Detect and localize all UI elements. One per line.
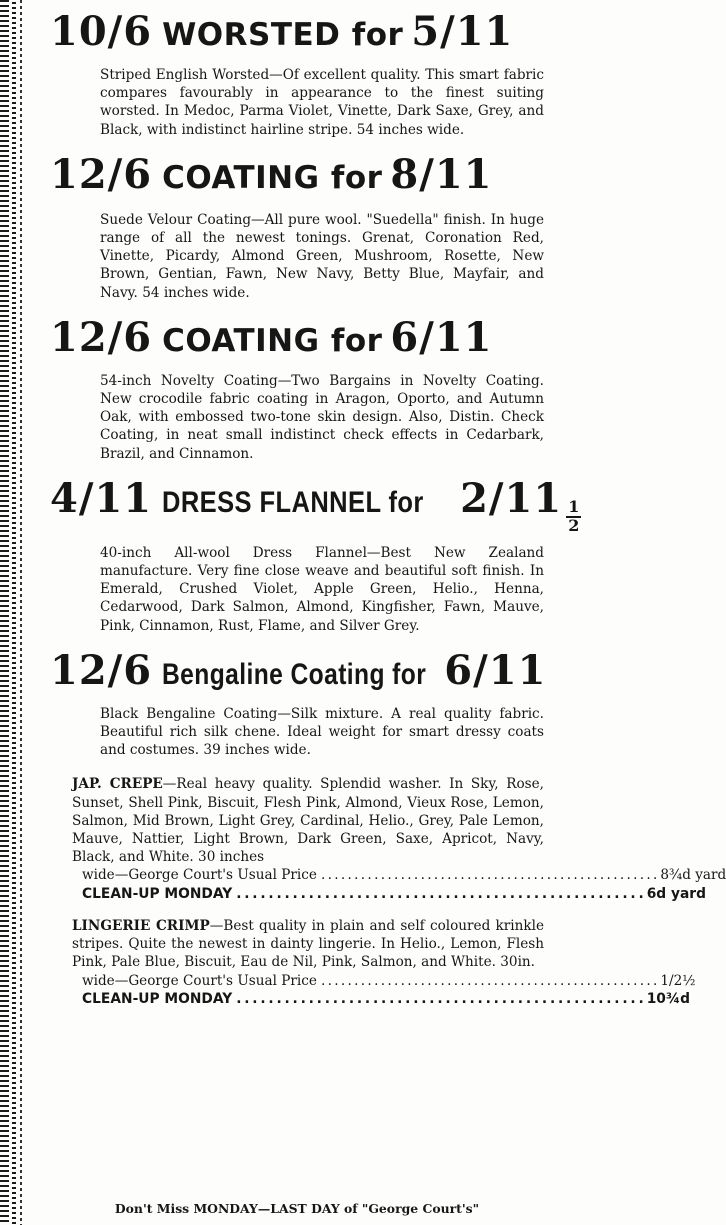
- new-price: 6/11: [444, 646, 547, 694]
- new-price: 5/11: [411, 8, 514, 55]
- offer-description: 54-inch Novelty Coating—Two Bargains in Novelty Coating. New crocodile fabric coating in Aragon, Oporto, and Autumn Oak, with embossed two-tone skin design. Also, Distin. Check Coating, in neat small indistinct check effects in Cedarbark, Brazil, and Cinnamon.: [100, 372, 544, 462]
- sale-label: CLEAN-UP MONDAY: [82, 990, 233, 1007]
- offer-worsted: [50, 8, 544, 139]
- fraction-denominator: 2: [568, 515, 580, 535]
- offer-headline: [50, 313, 544, 361]
- item-lingerie-crimp: [72, 917, 696, 1008]
- sale-price: 6d yard: [646, 885, 706, 902]
- offer-dress-flannel: [50, 474, 580, 635]
- offer-title: COATING for: [162, 322, 383, 359]
- sale-price-line: [72, 990, 691, 1008]
- leader-dots: [236, 990, 642, 1008]
- offer-title: Bengaline Coating for: [162, 657, 427, 691]
- leader-dots: [236, 885, 642, 903]
- usual-price-label: wide—George Court's Usual Price: [82, 972, 317, 989]
- item-description: —Real heavy quality. Splendid washer. In Sky, Rose, Sunset, Shell Pink, Biscuit, Flesh Pink, Almond, Vieux Rose, Lemon, Salmon, Mid Brown, Light Grey, Cardinal, Helio., Grey, Pale Lemon, Mauve, Nattier, Light Brown, Dark Green, Saxe, Apricot, Navy, Black, and White. 30 inches: [72, 776, 544, 866]
- item-name: LINGERIE CRIMP: [72, 917, 210, 934]
- usual-price-line: [72, 866, 726, 884]
- advertisement-column: [50, 8, 726, 1008]
- old-price: 10/6: [50, 8, 153, 55]
- old-price: 4/11: [50, 474, 153, 522]
- offer-description: Black Bengaline Coating—Silk mixture. A real quality fabric. Beautiful rich silk chene. Ideal weight for smart dressy coats and costumes. 39 inches wide.: [100, 705, 544, 759]
- old-price: 12/6: [50, 313, 153, 361]
- item-text: [72, 775, 544, 866]
- fraction-numerator: 1: [568, 496, 580, 516]
- usual-price-label: wide—George Court's Usual Price: [82, 867, 317, 884]
- offer-headline: [50, 646, 547, 694]
- item-description: —Best quality in plain and self coloured krinkle stripes. Quite the newest in dainty lingerie. In Helio., Lemon, Flesh Pink, Pale Blue, Biscuit, Eau de Nil, Pink, Salmon, and White. 30in.: [72, 917, 544, 971]
- decorative-border: [0, 0, 34, 1225]
- offer-suede-coating: [50, 150, 544, 302]
- usual-price: 1/2½: [660, 972, 696, 989]
- item-name: JAP. CREPE: [72, 776, 163, 793]
- leader-dots: [321, 866, 656, 884]
- offer-title: COATING for: [162, 159, 383, 196]
- footer-slogan: Don't Miss MONDAY—LAST DAY of "George Court's": [114, 1201, 480, 1216]
- new-price: 2/11: [460, 474, 563, 522]
- offer-novelty-coating: [50, 313, 544, 463]
- offer-title: DRESS FLANNEL for: [162, 485, 424, 519]
- usual-price-line: [72, 972, 696, 990]
- old-price: 12/6: [50, 646, 153, 694]
- sale-price-line: [72, 885, 706, 903]
- new-price: 8/11: [390, 150, 493, 198]
- offer-bengaline-coating: [50, 646, 547, 760]
- old-price: 12/6: [50, 150, 153, 198]
- offer-description: 40-inch All-wool Dress Flannel—Best New Zealand manufacture. Very fine close weave and beautiful soft finish. In Emerald, Crushed Violet, Apple Green, Helio., Henna, Cedarwood, Dark Salmon, Almond, Kingfisher, Fawn, Mauve, Pink, Cinnamon, Rust, Flame, and Silver Grey.: [100, 544, 544, 634]
- item-jap-crepe: [72, 775, 726, 902]
- offer-headline: [50, 8, 544, 55]
- usual-price: 8¾d yard: [660, 867, 726, 884]
- new-price: 6/11: [390, 313, 493, 361]
- offer-description: Striped English Worsted—Of excellent quality. This smart fabric compares favourably in appearance to the finest suiting worsted. In Medoc, Parma Violet, Vinette, Dark Saxe, Grey, and Black, with indistinct hairline stripe. 54 inches wide.: [100, 67, 544, 138]
- leader-dots: [321, 972, 656, 990]
- offer-title: WORSTED for: [162, 17, 404, 53]
- offer-description: Suede Velour Coating—All pure wool. "Suedella" finish. In huge range of all the newest tonings. Grenat, Coronation Red, Vinette, Picardy, Almond Green, Mushroom, Rosette, New Brown, Gentian, Fawn, New Navy, Betty Blue, Mayfair, and Navy. 54 inches wide.: [100, 211, 544, 301]
- sale-label: CLEAN-UP MONDAY: [82, 885, 233, 902]
- item-text: [72, 917, 544, 972]
- sale-price: 10¾d: [646, 990, 691, 1007]
- price-fraction: [566, 496, 581, 535]
- offer-headline: [50, 474, 580, 535]
- offer-headline: [50, 150, 544, 198]
